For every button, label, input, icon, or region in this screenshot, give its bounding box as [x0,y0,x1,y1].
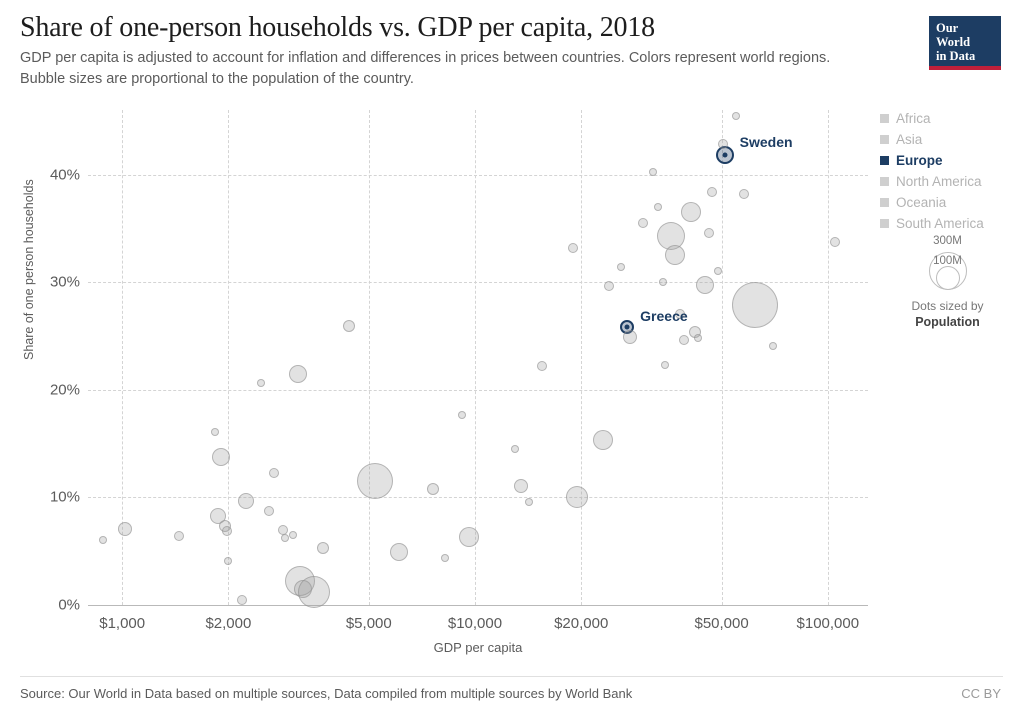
data-point[interactable] [714,267,722,275]
x-gridline [369,110,371,605]
footer-license[interactable]: CC BY [961,686,1001,701]
size-legend-circles [880,235,1015,290]
legend-item-south-america[interactable] [880,213,1015,234]
data-point[interactable] [696,276,714,294]
data-point[interactable] [264,506,274,516]
x-axis-label: GDP per capita [433,640,523,655]
legend-swatch [880,156,889,165]
size-legend [880,235,1015,330]
data-point[interactable] [289,365,307,383]
data-point[interactable] [99,536,107,544]
footer-source: Source: Our World in Data based on multiple sources, Data compiled from multiple sources by World Bank [20,686,633,701]
data-point[interactable] [238,493,254,509]
data-point[interactable] [441,554,449,562]
data-point[interactable] [357,463,393,499]
legend-swatch [880,198,889,207]
data-point[interactable] [654,203,662,211]
footer-divider [20,676,1003,677]
x-axis-tick-label: $2,000 [205,615,252,632]
logo-line-1: Our World [936,21,971,49]
y-gridline [88,175,868,177]
y-axis-tick-label: 0% [58,596,80,614]
data-point[interactable] [679,335,689,345]
x-axis-tick-label: $10,000 [447,615,503,632]
data-point[interactable] [222,526,232,536]
data-point-label: Sweden [739,134,793,151]
legend-swatch [880,135,889,144]
y-axis-tick-label: 20% [49,381,80,399]
legend-swatch [880,177,889,186]
data-point[interactable] [269,468,279,478]
chart-subtitle: GDP per capita is adjusted to account for inflation and differences in prices between countries. Colors represent world regions. Bubble sizes are proportional to the population of the country. [20,50,831,87]
data-point[interactable] [257,379,265,387]
data-point[interactable] [212,448,230,466]
data-point[interactable] [118,522,132,536]
data-point[interactable] [649,168,657,176]
data-point[interactable] [537,361,547,371]
legend-swatch [880,114,889,123]
y-gridline [88,497,868,499]
owid-logo[interactable] [929,16,1001,70]
data-point[interactable] [661,361,669,369]
legend-swatch [880,219,889,228]
y-axis-tick-label: 10% [49,488,80,506]
legend-item-label: Oceania [896,195,947,210]
data-point[interactable] [514,479,528,493]
data-point[interactable] [237,595,247,605]
data-point[interactable] [174,531,184,541]
x-axis-tick-label: $1,000 [99,615,146,632]
x-gridline [828,110,830,605]
data-point[interactable] [511,445,519,453]
data-point[interactable] [617,263,625,271]
data-point[interactable] [224,557,232,565]
logo-line-2: in Data [936,49,976,63]
data-point[interactable] [568,243,578,253]
data-point[interactable] [732,282,778,328]
data-point[interactable] [704,228,714,238]
scatter-plot-area[interactable] [49,110,868,632]
data-point[interactable] [525,498,533,506]
data-point[interactable] [665,245,685,265]
data-point[interactable] [593,430,613,450]
data-point[interactable] [659,278,667,286]
region-legend [880,108,1015,234]
data-point[interactable] [566,486,588,508]
data-point[interactable] [739,189,749,199]
data-point[interactable] [604,281,614,291]
size-caption-line-1: Dots sized by [911,299,984,313]
data-point[interactable] [211,428,219,436]
legend-item-label: Africa [896,111,931,126]
legend-item-label: South America [896,216,984,231]
x-axis-tick-label: $5,000 [345,615,392,632]
data-point[interactable] [707,187,717,197]
data-point-center-dot [722,153,727,158]
logo-red-bar [929,66,1001,70]
page-title: Share of one-person households vs. GDP per capita, 2018 [20,12,655,43]
size-circle-small [936,266,960,290]
data-point[interactable] [830,237,840,247]
data-point[interactable] [278,525,288,535]
data-point[interactable] [681,202,701,222]
data-point[interactable] [390,543,408,561]
size-legend-caption [880,298,1015,330]
data-point-label: Greece [640,308,688,325]
x-axis-tick-label: $50,000 [694,615,749,632]
legend-item-label: Asia [896,132,923,147]
legend-item-oceania[interactable] [880,192,1015,213]
data-point[interactable] [694,334,702,342]
size-label-large: 300M [933,235,962,247]
data-point[interactable] [718,139,728,149]
x-gridline [722,110,724,605]
data-point[interactable] [459,527,479,547]
legend-item-label: North America [896,174,982,189]
x-axis-tick-label: $20,000 [554,615,609,632]
y-axis-tick-label: 40% [49,166,80,184]
data-point[interactable] [638,218,648,228]
legend-item-label: Europe [896,153,943,168]
data-point[interactable] [298,576,330,608]
size-caption-line-2: Population [915,315,980,329]
y-axis-label: Share of one person households [22,179,36,360]
y-gridline [88,605,868,607]
x-axis-tick-label: $100,000 [796,615,860,632]
legend-item-europe[interactable] [880,150,1015,171]
data-point[interactable] [317,542,329,554]
legend-item-africa[interactable] [880,108,1015,129]
y-gridline [88,390,868,392]
data-point[interactable] [732,112,740,120]
legend-item-asia[interactable] [880,129,1015,150]
data-point[interactable] [427,483,439,495]
y-axis-tick-label: 30% [49,273,80,291]
data-point[interactable] [623,330,637,344]
data-point[interactable] [289,531,297,539]
size-label-small: 100M [933,255,962,267]
data-point[interactable] [458,411,466,419]
data-point[interactable] [769,342,777,350]
x-gridline [581,110,583,605]
data-point[interactable] [343,320,355,332]
legend-item-north-america[interactable] [880,171,1015,192]
